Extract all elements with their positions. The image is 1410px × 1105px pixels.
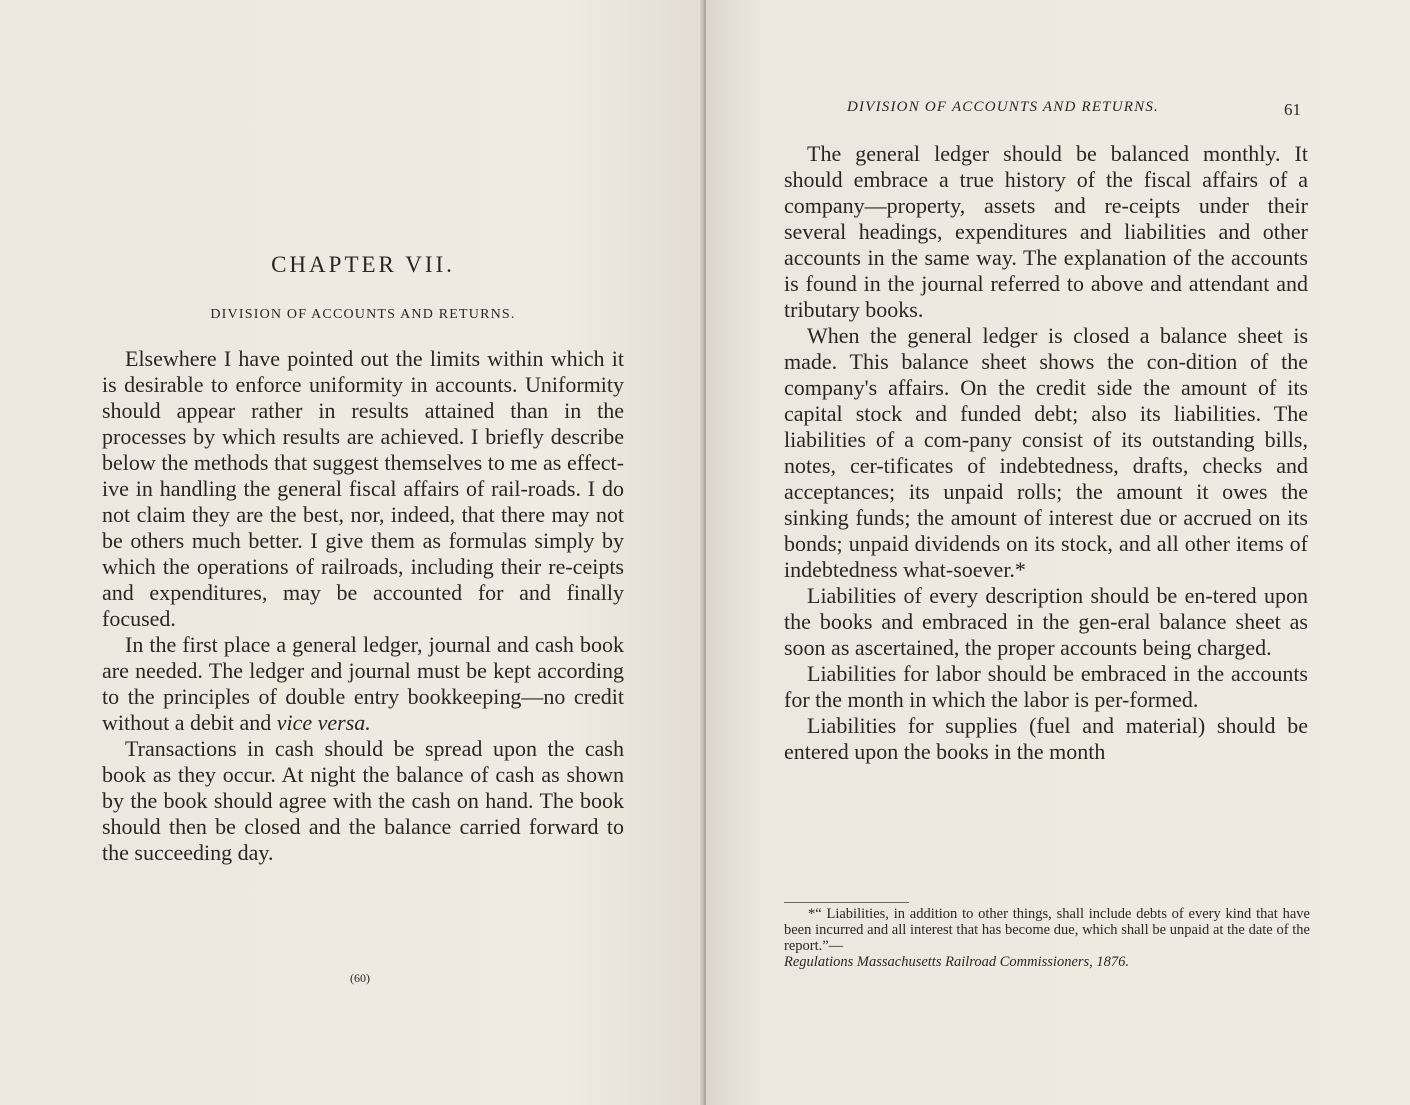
paragraph: Liabilities for supplies (fuel and material) should be entered upon the books in the month <box>784 713 1308 764</box>
left-body-text <box>102 346 624 866</box>
paragraph-text: In the first place a general ledger, journal and cash book are needed. The ledger and journal must be kept according to the principles of double entry bookkeeping—no credit without a debit and <box>102 632 624 735</box>
chapter-title: CHAPTER VII. <box>271 252 455 277</box>
footnote-source: Regulations Massachusetts Railroad Commissioners, 1876. <box>784 954 1130 970</box>
paragraph: Liabilities for labor should be embraced in the accounts for the month in which the labor is per-formed. <box>784 661 1308 712</box>
page-number: 61 <box>1284 100 1301 119</box>
page-folio: (60) <box>350 971 370 985</box>
paragraph: Liabilities of every description should be en-tered upon the books and embraced in the gen-eral balance sheet as soon as ascertained, the proper accounts being charged. <box>784 583 1308 660</box>
paragraph: The general ledger should be balanced monthly. It should embrace a true history of the fiscal affairs of a company—property, assets and re-ceipts under their several headings, expenditures and liabilities and other accounts in the same way. The explanation of the accounts is found in the journal referred to above and attendant and tributary books. <box>784 141 1308 322</box>
footnote-rule <box>784 902 909 903</box>
paragraph: Transactions in cash should be spread upon the cash book as they occur. At night the balance of cash as shown by the book should agree with the cash on hand. The book should then be closed and the balance carried forward to the succeeding day. <box>102 736 624 865</box>
footnote <box>784 906 1310 970</box>
paragraph: When the general ledger is closed a balance sheet is made. This balance sheet shows the con-dition of the company's affairs. On the credit side the amount of its capital stock and funded debt; also its liabilities. The liabilities of a com-pany consist of its outstanding bills, notes, cer-tificates of indebtedness, drafts, checks and acceptances; its unpaid rolls; the amount it owes the sinking funds; the amount of interest due or accrued on its bonds; unpaid dividends on its stock, and all other items of indebtedness what-soever.* <box>784 323 1308 582</box>
right-body-text <box>784 141 1308 765</box>
footnote-text: *“ Liabilities, in addition to other things, shall include debts of every kind that have been incurred and all interest that has become due, which shall be unpaid at the date of the report.”— <box>784 906 1310 954</box>
chapter-subtitle: DIVISION OF ACCOUNTS AND RETURNS. <box>210 307 516 322</box>
italic-phrase: vice versa. <box>276 710 371 735</box>
running-head: DIVISION OF ACCOUNTS AND RETURNS. <box>847 99 1159 115</box>
paragraph: Elsewhere I have pointed out the limits within which it is desirable to enforce uniformity in accounts. Uniformity should appear rather in results attained than in the processes by which results are achieved. I briefly describe below the methods that suggest themselves to me as effect-ive in handling the general fiscal affairs of rail-roads. I do not claim they are the best, nor, indeed, that there may not be others much better. I give them as formulas simply by which the operations of railroads, including their re-ceipts and expenditures, may be accounted for and finally focused. <box>102 346 624 631</box>
paragraph <box>102 632 624 736</box>
left-page <box>0 0 704 1105</box>
